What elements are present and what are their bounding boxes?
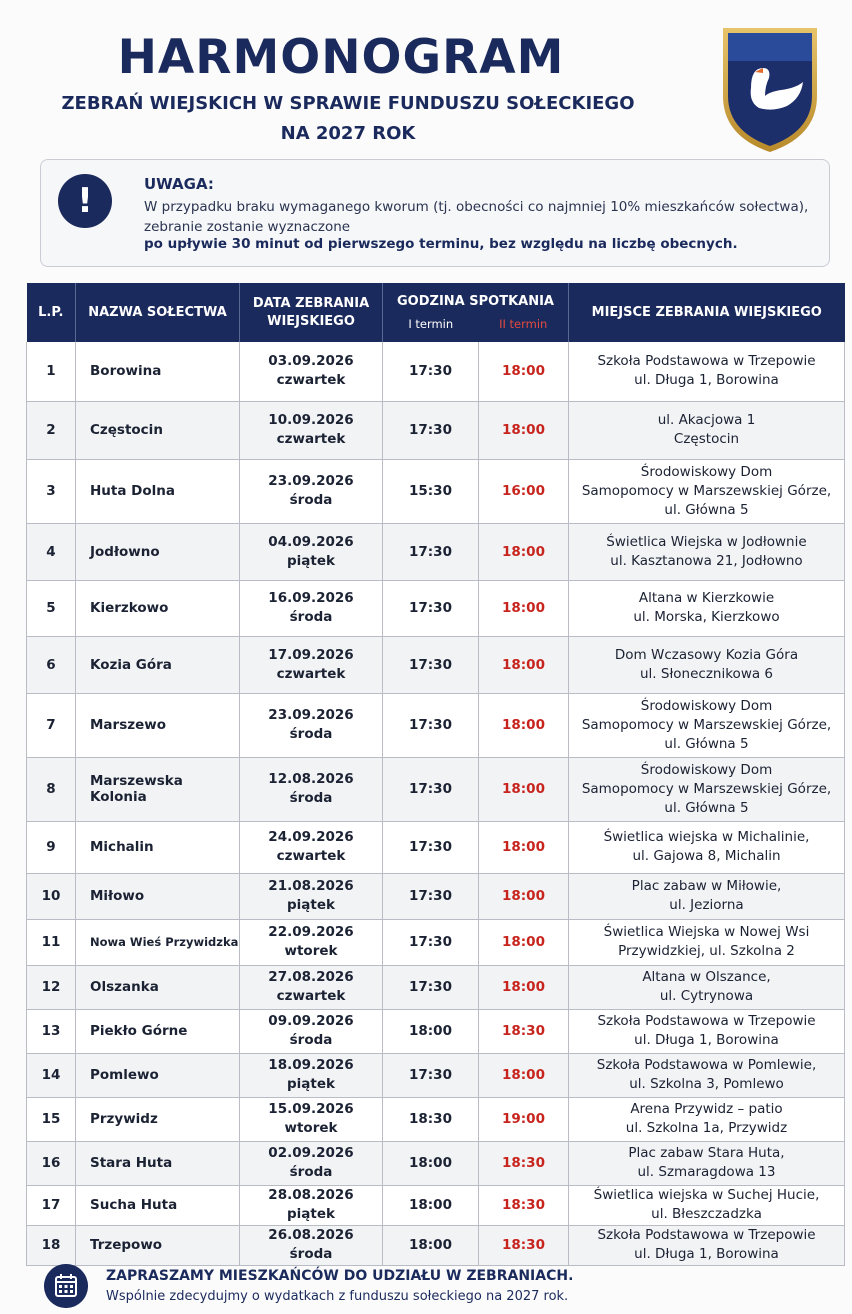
row-name: Częstocin [76,401,240,459]
row-term2: 18:30 [479,1009,569,1053]
place-line2: ul. Szkolna 1a, Przywidz [625,1120,788,1136]
row-lp: 16 [27,1141,76,1185]
place-line2: Samopomocy w Marszewskiej Górze, [581,482,832,499]
row-day: czwartek [276,665,346,682]
row-place [569,1141,845,1185]
row-lp: 8 [27,757,76,821]
place-line1: Arena Przywidz – patio [630,1101,783,1117]
place-line1: ul. Akacjowa 1 [657,412,756,428]
row-lp: 7 [27,693,76,757]
row-date-value: 16.09.2026 [268,590,354,606]
row-term1: 17:30 [383,636,479,693]
row-term1: 18:30 [383,1097,479,1141]
row-name: Olszanka [76,965,240,1009]
row-term1: 17:30 [383,821,479,873]
row-term1: 17:30 [383,342,479,401]
table-row [27,1141,845,1185]
header-term1: I termin [408,317,454,331]
place-line2: ul. Długa 1, Borowina [634,372,779,389]
row-place [569,965,845,1009]
row-lp: 13 [27,1009,76,1053]
place-line3: ul. Główna 5 [664,501,749,518]
row-day: piątek [287,1206,335,1222]
header-date-line2: WIEJSKIEGO [267,314,355,329]
table-row [27,523,845,580]
table-row [27,342,845,401]
place-line1: Środowiskowy Dom [640,761,773,778]
row-date-value: 18.09.2026 [268,1057,354,1073]
row-term2: 16:00 [479,459,569,523]
header-time-label: GODZINA SPOTKANIA [397,294,554,309]
place-line1: Altana w Olszance, [642,969,771,985]
table-row [27,919,845,965]
notice-box [40,159,830,267]
row-date [240,401,383,459]
row-place [569,342,845,401]
notice-text: W przypadku braku wymaganego kworum (tj. obecności co najmniej 10% mieszkańców sołectwa), zebranie zostanie wyznaczone [144,199,809,235]
row-term2: 18:00 [479,919,569,965]
row-name: Kierzkowo [76,580,240,636]
place-line3: ul. Główna 5 [664,799,749,816]
row-name: Piekło Górne [76,1009,240,1053]
row-date-value: 26.08.2026 [268,1227,354,1243]
row-name: Trzepowo [76,1225,240,1265]
row-date-value: 03.09.2026 [268,353,354,370]
table-row [27,580,845,636]
row-date [240,1185,383,1225]
row-term1: 17:30 [383,757,479,821]
place-line2: ul. Szmaragdowa 13 [637,1164,776,1180]
row-term1: 18:00 [383,1009,479,1053]
header-lp: L.P. [27,283,76,342]
table-row [27,636,845,693]
table-row [27,757,845,821]
row-name: Nowa Wieś Przywidzka [76,919,240,965]
row-date-value: 15.09.2026 [268,1101,354,1117]
row-lp: 11 [27,919,76,965]
row-place [569,523,845,580]
header-term2: II termin [499,317,548,331]
row-name: Przywidz [76,1097,240,1141]
place-line2: ul. Morska, Kierzkowo [633,609,780,625]
row-lp: 2 [27,401,76,459]
place-line1: Świetlica Wiejska w Jodłownie [606,533,807,550]
place-line1: Szkoła Podstawowa w Trzepowie [597,1013,816,1029]
row-day: wtorek [284,943,338,959]
place-line1: Środowiskowy Dom [640,697,773,714]
row-day: środa [289,1164,333,1180]
row-date-value: 04.09.2026 [268,533,354,550]
row-date [240,919,383,965]
place-line1: Szkoła Podstawowa w Trzepowie [597,353,816,370]
row-place [569,580,845,636]
row-date [240,523,383,580]
row-term1: 17:30 [383,693,479,757]
place-line2: Częstocin [673,431,740,447]
row-date [240,821,383,873]
row-name: Huta Dolna [76,459,240,523]
row-lp: 15 [27,1097,76,1141]
row-term1: 18:00 [383,1141,479,1185]
row-term1: 17:30 [383,1053,479,1097]
table-row [27,1053,845,1097]
page-title: HARMONOGRAM [117,30,565,85]
row-day: środa [289,492,333,508]
row-date [240,636,383,693]
page-subtitle-line2: NA 2027 ROK [280,123,416,144]
row-day: piątek [287,1076,335,1092]
swan-crest-icon [721,26,819,154]
row-date [240,459,383,523]
place-line1: Plac zabaw Stara Huta, [628,1145,785,1161]
row-term2: 18:00 [479,965,569,1009]
row-date-value: 23.09.2026 [268,473,354,489]
place-line1: Szkoła Podstawowa w Trzepowie [597,1227,816,1243]
row-term1: 17:30 [383,965,479,1009]
header-name: NAZWA SOŁECTWA [76,283,240,342]
row-name: Marszewo [76,693,240,757]
place-line2: ul. Cytrynowa [659,988,754,1004]
row-term1: 17:30 [383,919,479,965]
row-name: Miłowo [76,873,240,919]
place-line2: ul. Gajowa 8, Michalin [632,848,781,864]
row-day: piątek [287,897,335,913]
row-lp: 3 [27,459,76,523]
row-day: środa [289,726,333,742]
place-line2: Przywidzkiej, ul. Szkolna 2 [618,943,795,959]
table-row [27,1185,845,1225]
place-line1: Plac zabaw w Miłowie, [631,878,782,894]
row-date [240,965,383,1009]
row-date-value: 09.09.2026 [268,1013,354,1029]
place-line1: Świetlica wiejska w Michalinie, [603,829,810,845]
row-lp: 9 [27,821,76,873]
row-date-value: 17.09.2026 [268,646,354,663]
row-name: Marszewska Kolonia [76,757,240,821]
row-day: środa [289,790,333,806]
row-day: czwartek [276,848,346,864]
row-term2: 18:00 [479,821,569,873]
row-lp: 12 [27,965,76,1009]
footer-heading: ZAPRASZAMY MIESZKAŃCÓW DO UDZIAŁU W ZEBRANIACH. [106,1268,574,1284]
row-date-value: 28.08.2026 [268,1187,354,1203]
row-term1: 17:30 [383,580,479,636]
row-place [569,919,845,965]
row-day: czwartek [276,431,346,447]
row-name: Stara Huta [76,1141,240,1185]
row-place [569,1185,845,1225]
row-term2: 18:30 [479,1141,569,1185]
row-lp: 1 [27,342,76,401]
place-line2: Samopomocy w Marszewskiej Górze, [581,780,832,797]
row-date-value: 12.08.2026 [268,771,354,787]
row-day: piątek [287,552,335,569]
row-term1: 17:30 [383,873,479,919]
row-date [240,1225,383,1265]
row-day: środa [289,609,333,625]
place-line2: ul. Długa 1, Borowina [634,1032,779,1048]
row-date-value: 22.09.2026 [268,924,354,940]
row-term2: 18:00 [479,342,569,401]
row-lp: 17 [27,1185,76,1225]
row-lp: 4 [27,523,76,580]
row-date-value: 24.09.2026 [268,829,354,845]
place-line2: ul. Długa 1, Borowina [634,1246,779,1262]
row-date-value: 21.08.2026 [268,878,354,894]
row-date [240,1141,383,1185]
table-row [27,693,845,757]
row-term2: 19:00 [479,1097,569,1141]
place-line1: Świetlica Wiejska w Nowej Wsi [603,924,810,940]
row-place [569,1097,845,1141]
row-lp: 14 [27,1053,76,1097]
place-line2: Samopomocy w Marszewskiej Górze, [581,716,832,733]
place-line2: ul. Jeziorna [669,897,744,913]
row-term2: 18:00 [479,693,569,757]
row-place [569,636,845,693]
table-header-row [27,283,845,342]
row-date [240,1009,383,1053]
row-place [569,821,845,873]
row-place [569,459,845,523]
row-term1: 15:30 [383,459,479,523]
place-line1: Środowiskowy Dom [640,463,773,480]
schedule-table [26,283,845,1266]
row-place [569,401,845,459]
place-line2: ul. Błeszczadzka [651,1206,762,1222]
row-term2: 18:30 [479,1225,569,1265]
row-date [240,1097,383,1141]
row-date-value: 23.09.2026 [268,707,354,723]
place-line3: ul. Główna 5 [664,735,749,752]
place-line1: Altana w Kierzkowie [638,590,775,606]
row-place [569,873,845,919]
place-line2: ul. Kasztanowa 21, Jodłowno [610,552,803,569]
footer-text: Wspólnie zdecydujmy o wydatkach z funduszu sołeckiego na 2027 rok. [106,1289,569,1304]
row-place [569,1053,845,1097]
row-place [569,757,845,821]
table-row [27,401,845,459]
row-date-value: 02.09.2026 [268,1145,354,1161]
row-term2: 18:00 [479,757,569,821]
place-line1: Szkoła Podstawowa w Pomlewie, [596,1057,817,1073]
row-term2: 18:00 [479,523,569,580]
row-date-value: 10.09.2026 [268,412,354,428]
place-line2: ul. Słonecznikowa 6 [639,665,774,682]
table-row [27,1097,845,1141]
row-day: środa [289,1246,333,1262]
row-day: środa [289,1032,333,1048]
table-row [27,821,845,873]
header-date [240,283,383,342]
row-term2: 18:00 [479,1053,569,1097]
row-date [240,757,383,821]
row-lp: 5 [27,580,76,636]
row-term1: 18:00 [383,1185,479,1225]
row-date-value: 27.08.2026 [268,969,354,985]
row-lp: 18 [27,1225,76,1265]
header-place: MIEJSCE ZEBRANIA WIEJSKIEGO [569,283,845,342]
table-row [27,873,845,919]
place-line1: Świetlica wiejska w Suchej Hucie, [593,1187,820,1203]
row-term1: 17:30 [383,523,479,580]
place-line2: ul. Szkolna 3, Pomlewo [629,1076,784,1092]
row-name: Pomlewo [76,1053,240,1097]
row-date [240,342,383,401]
row-place [569,1225,845,1265]
notice-heading: UWAGA: [144,175,214,193]
table-row [27,1009,845,1053]
row-date [240,1053,383,1097]
table-row [27,965,845,1009]
row-name: Michalin [76,821,240,873]
row-term1: 18:00 [383,1225,479,1265]
row-name: Sucha Huta [76,1185,240,1225]
row-name: Jodłowno [76,523,240,580]
row-term2: 18:00 [479,580,569,636]
row-lp: 6 [27,636,76,693]
row-term1: 17:30 [383,401,479,459]
table-row [27,459,845,523]
header-time [383,283,569,342]
row-name: Borowina [76,342,240,401]
row-term2: 18:00 [479,636,569,693]
row-place [569,1009,845,1053]
table-row [27,1225,845,1265]
exclamation-icon: ! [58,174,112,228]
row-day: wtorek [284,1120,338,1136]
notice-bold-text: po upływie 30 minut od pierwszego terminu, bez względu na liczbę obecnych. [144,236,738,252]
row-day: czwartek [276,372,346,389]
row-date [240,580,383,636]
row-date [240,873,383,919]
calendar-icon [44,1264,88,1308]
row-term2: 18:00 [479,401,569,459]
row-date [240,693,383,757]
row-day: czwartek [276,988,346,1004]
page-subtitle-line1: ZEBRAŃ WIEJSKICH W SPRAWIE FUNDUSZU SOŁECKIEGO [61,93,635,114]
row-term2: 18:00 [479,873,569,919]
place-line1: Dom Wczasowy Kozia Góra [614,646,799,663]
header-date-line1: DATA ZEBRANIA [252,296,370,311]
row-lp: 10 [27,873,76,919]
row-name: Kozia Góra [76,636,240,693]
row-place [569,693,845,757]
row-term2: 18:30 [479,1185,569,1225]
